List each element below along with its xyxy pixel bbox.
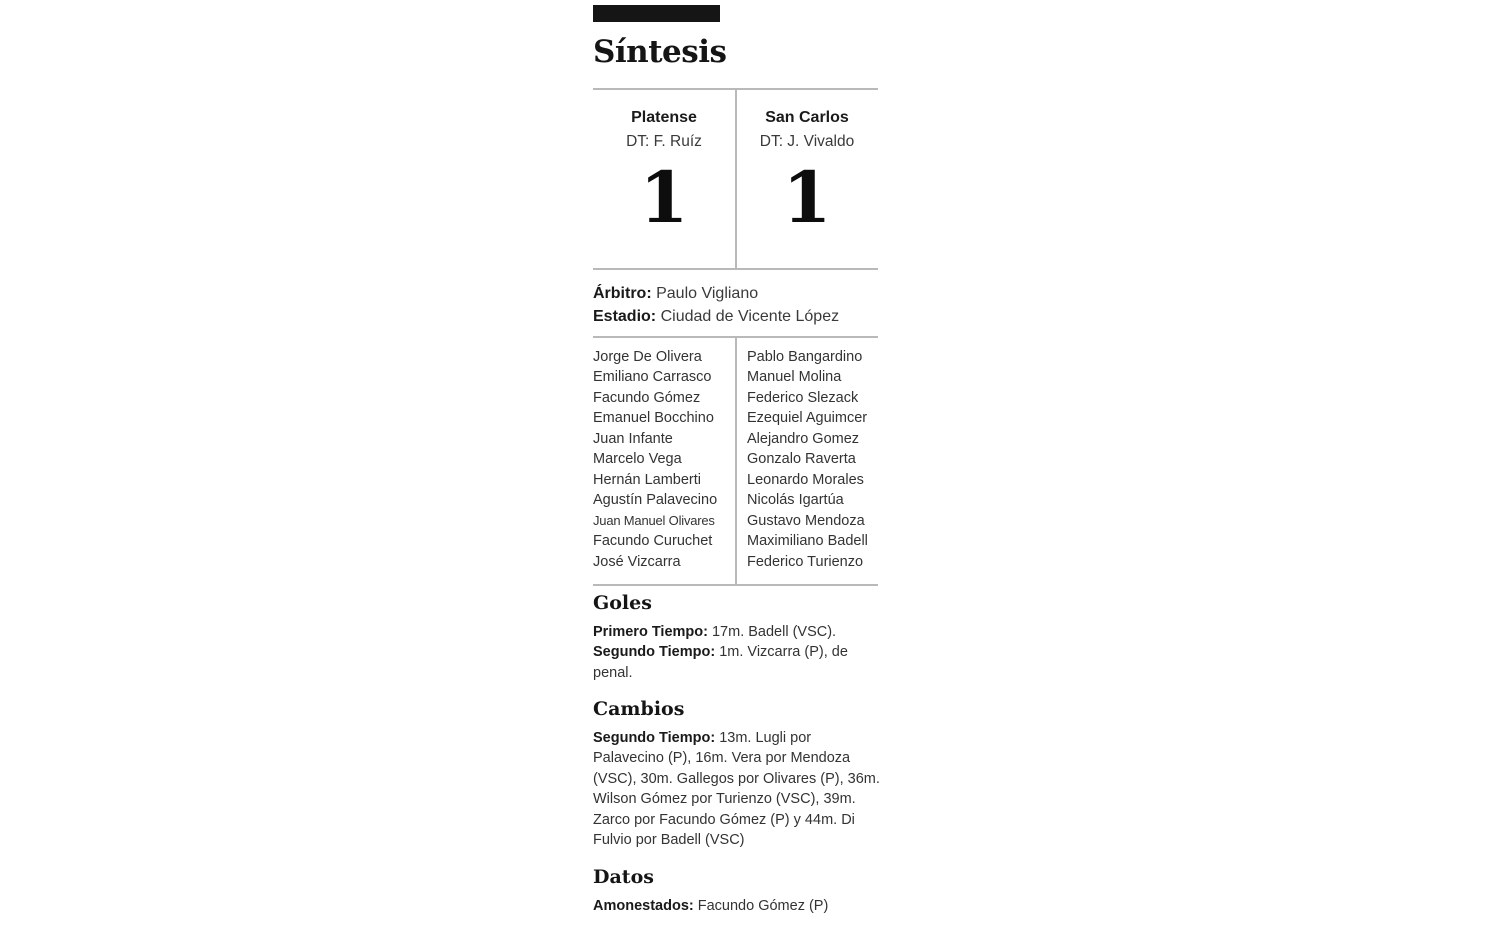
home-lineup — [593, 347, 717, 572]
list-item: Facundo Curuchet — [593, 533, 713, 550]
list-item: Juan Infante — [593, 430, 673, 447]
data-heading: Datos — [593, 866, 654, 888]
list-item: Maximiliano Badell — [747, 533, 868, 550]
list-item: Facundo Gómez — [593, 389, 701, 406]
list-item: Leonardo Morales — [747, 471, 864, 488]
stadium-line — [593, 308, 839, 326]
changes-text — [593, 728, 883, 850]
page-title: Síntesis — [593, 34, 727, 70]
changes-label: Segundo Tiempo: — [593, 730, 716, 746]
lineup-divider — [735, 338, 737, 584]
list-item: Gonzalo Raverta — [747, 451, 856, 468]
list-item: Manuel Molina — [747, 369, 842, 386]
goals-first-text: 17m. Badell (VSC). — [711, 624, 837, 640]
home-team-name: Platense — [631, 109, 697, 126]
list-item: Alejandro Gomez — [747, 430, 860, 447]
goals-text — [593, 622, 883, 683]
list-item: Agustín Palavecino — [593, 492, 718, 509]
list-item: Juan Manuel Olivares — [593, 512, 715, 528]
list-item: Emiliano Carrasco — [593, 369, 712, 386]
bookings-text — [593, 896, 883, 916]
list-item: Federico Slezack — [747, 389, 859, 406]
referee-name: Paulo Vigliano — [656, 285, 759, 302]
goals-second-label: Segundo Tiempo: — [593, 644, 716, 661]
changes-detail: 13m. Lugli por Palavecino (P), 16m. Vera por Mendoza (VSC), 30m. Gallegos por Olivares (P), 36m. Wilson Gómez por Turienzo (VSC), 39m. Zarco por Facundo Gómez (P) y 44m. Di Fulvio por Badell (VSC) — [593, 730, 880, 849]
list-item: Ezequiel Aguimcer — [747, 410, 868, 427]
divider — [593, 584, 878, 586]
goals-first-label: Primero Tiempo: — [593, 624, 708, 640]
divider — [593, 268, 878, 270]
list-item: Nicolás Igartúa — [747, 492, 844, 509]
stadium-label: Estadio: — [593, 308, 657, 325]
bookings-label: Amonestados: — [593, 898, 694, 914]
referee-label: Árbitro: — [593, 285, 652, 302]
stadium-name: Ciudad de Vicente López — [660, 308, 840, 325]
list-item: Gustavo Mendoza — [747, 512, 865, 529]
list-item: Hernán Lamberti — [593, 471, 701, 488]
away-lineup — [747, 347, 868, 572]
home-coach: DT: F. Ruíz — [626, 133, 702, 150]
bookings-detail: Facundo Gómez (P) — [697, 898, 829, 914]
goals-second-text: 1m. Vizcarra (P), de penal. — [593, 644, 848, 681]
list-item: Pablo Bangardino — [747, 349, 863, 365]
list-item: Federico Turienzo — [747, 553, 864, 570]
away-coach: DT: J. Vivaldo — [759, 133, 855, 150]
list-item: Marcelo Vega — [593, 451, 682, 468]
changes-heading: Cambios — [593, 698, 685, 720]
list-item: Jorge De Olivera — [593, 349, 702, 365]
referee-line — [593, 285, 758, 303]
list-item: Emanuel Bocchino — [593, 410, 714, 427]
away-score: 1 — [782, 156, 832, 239]
home-score: 1 — [639, 156, 689, 239]
section-marker-bar — [593, 5, 720, 22]
away-team-name: San Carlos — [765, 109, 849, 126]
list-item: José Vizcarra — [593, 553, 681, 570]
goals-heading: Goles — [593, 592, 652, 614]
